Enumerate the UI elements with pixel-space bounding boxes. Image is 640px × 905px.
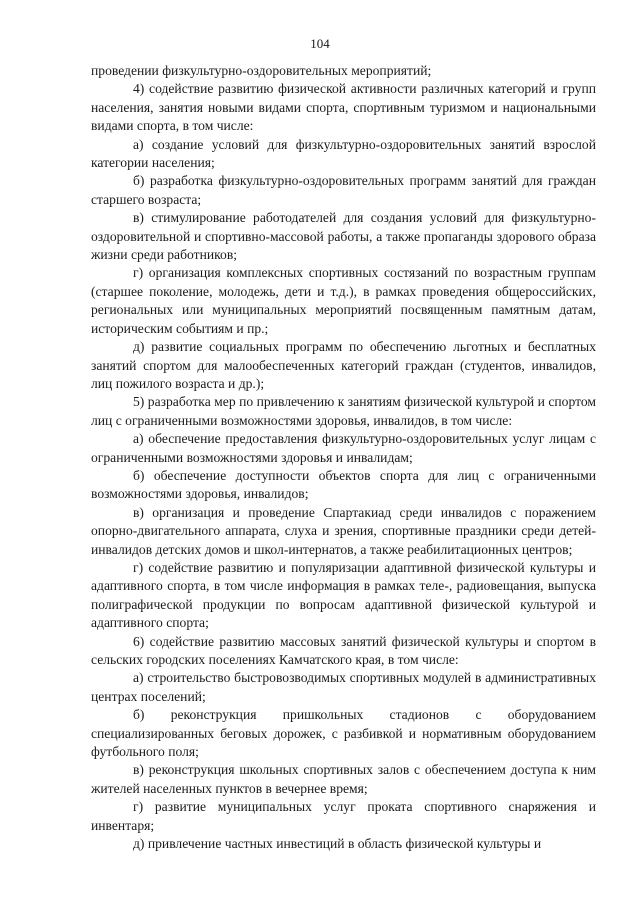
paragraph-item-4a: а) создание условий для физкультурно-оздоровительных занятий взрослой категории населения; bbox=[91, 136, 596, 171]
paragraph-item-6b: б) реконструкция пришкольных стадионов с оборудованием специализированных беговых дорожек, с разбивкой и нормативным оборудованием футбольного поля; bbox=[91, 707, 596, 760]
paragraph-continuation: проведении физкультурно-оздоровительных мероприятий; bbox=[91, 63, 432, 78]
paragraph-item-5a: а) обеспечение предоставления физкультурно-оздоровительных услуг лицам с ограниченными возможностями здоровья и инвалидам; bbox=[91, 431, 596, 465]
paragraph-item-6v: в) реконструкция школьных спортивных залов с обеспечением доступа к ним жителей населенных пунктов в вечернее время; bbox=[91, 762, 596, 796]
paragraph-item-5v: в) организация и проведение Спартакиад среди инвалидов с поражением опорно-двигательного аппарата, слуха и зрения, спортивные праздники среди детей-инвалидов детских домов и школ-интернатов, а также реабилитационных центров; bbox=[91, 504, 596, 557]
paragraph-item-4: 4) содействие развитию физической активности различных категорий и групп населения, занятия новыми видами спорта, спортивным туризмом и национальными видами спорта, в том числе: bbox=[91, 81, 596, 134]
paragraph-item-4v: в) стимулирование работодателей для создания условий для физкультурно-оздоровительной и спортивно-массовой работы, а также пропаганды здорового образа жизни среди работников; bbox=[91, 210, 596, 263]
paragraph-item-4d: д) развитие социальных программ по обеспечению льготных и бесплатных занятий спортом для малообеспеченных категорий граждан (студентов, инвалидов, лиц пожилого возраста и др.); bbox=[91, 339, 596, 391]
paragraph-item-6g: г) развитие муниципальных услуг проката спортивного снаряжения и инвентаря; bbox=[91, 799, 596, 833]
document-body bbox=[91, 62, 596, 853]
paragraph-item-5g: г) содействие развитию и популяризации адаптивной физической культуры и адаптивного спорта, в том числе информация в рамках теле-, радиовещания, выпуска полиграфической продукции по вопросам адаптивной физической культурой и адаптивного спорта; bbox=[91, 559, 596, 631]
page-number: 104 bbox=[310, 36, 330, 51]
paragraph-item-6d: д) привлечение частных инвестиций в область физической культуры и bbox=[133, 836, 542, 852]
paragraph-item-6: 6) содействие развитию массовых занятий физической культуры и спортом в сельских городских поселениях Камчатского края, в том числе: bbox=[91, 633, 596, 667]
paragraph-item-6a: а) строительство быстровозводимых спортивных модулей в административных центрах поселений; bbox=[91, 670, 596, 704]
paragraph-item-4g: г) организация комплексных спортивных состязаний по возрастным группам (старшее поколение, молодежь, дети и т.д.), в рамках проведения общероссийских, региональных или муниципальных мероприятий посвященным памятным датам, историческим событиям и пр.; bbox=[91, 265, 596, 336]
paragraph-item-5: 5) разработка мер по привлечению к занятиям физической культурой и спортом лиц с ограниченными возможностями здоровья, инвалидов, в том числе: bbox=[91, 394, 596, 428]
paragraph-item-5b: б) обеспечение доступности объектов спорта для лиц с ограниченными возможностями здоровья, инвалидов; bbox=[91, 467, 596, 502]
paragraph-item-4b: б) разработка физкультурно-оздоровительных программ занятий для граждан старшего возраста; bbox=[91, 173, 596, 207]
